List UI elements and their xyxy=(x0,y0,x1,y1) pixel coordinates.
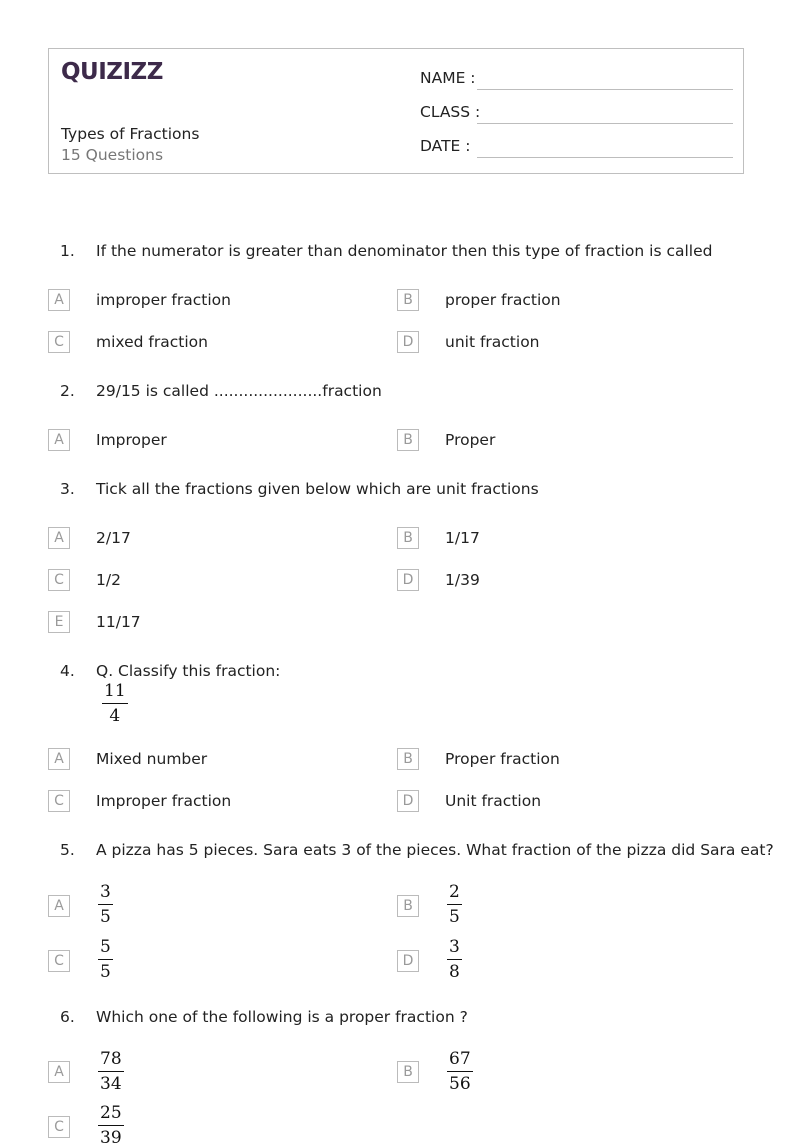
option-fraction xyxy=(98,1104,124,1148)
option-box[interactable]: C xyxy=(48,1116,70,1138)
name-label: NAME : xyxy=(420,69,476,87)
question-fraction xyxy=(102,682,128,726)
question-number: 1. xyxy=(60,242,75,260)
fraction-denominator: 8 xyxy=(449,962,460,982)
question-text: 29/15 is called ......................fraction xyxy=(96,382,382,400)
option-box[interactable]: B xyxy=(397,527,419,549)
class-label: CLASS : xyxy=(420,103,481,121)
option-text: Improper xyxy=(96,431,167,449)
option-text: 11/17 xyxy=(96,613,141,631)
option-box[interactable]: D xyxy=(397,790,419,812)
fraction-numerator: 3 xyxy=(449,937,460,957)
question-text: Q. Classify this fraction: xyxy=(96,662,281,680)
option-box[interactable]: A xyxy=(48,289,70,311)
question-text: Which one of the following is a proper fraction ? xyxy=(96,1008,468,1026)
option-text: Unit fraction xyxy=(445,792,542,810)
fraction-bar xyxy=(98,959,113,960)
fraction-denominator: 5 xyxy=(100,962,111,982)
option-box[interactable]: B xyxy=(397,1061,419,1083)
option-box[interactable]: D xyxy=(397,950,419,972)
question-text: A pizza has 5 pieces. Sara eats 3 of the pieces. What fraction of the pizza did Sara eat? xyxy=(96,841,774,859)
option-box[interactable]: A xyxy=(48,1061,70,1083)
fraction-denominator: 34 xyxy=(100,1074,122,1094)
fraction-numerator: 5 xyxy=(100,937,111,957)
worksheet-title: Types of Fractions xyxy=(61,125,200,143)
option-text: Mixed number xyxy=(96,750,208,768)
option-box[interactable]: A xyxy=(48,748,70,770)
fraction-bar xyxy=(447,959,462,960)
option-box[interactable]: D xyxy=(397,331,419,353)
question-number: 4. xyxy=(60,662,75,680)
fraction-denominator: 5 xyxy=(449,907,460,927)
option-text: 1/39 xyxy=(445,571,480,589)
option-box[interactable]: B xyxy=(397,289,419,311)
date-label: DATE : xyxy=(420,137,471,155)
fraction-numerator: 2 xyxy=(449,882,460,902)
question-text: Tick all the fractions given below which are unit fractions xyxy=(96,480,539,498)
date-line[interactable] xyxy=(477,157,733,158)
worksheet-header xyxy=(48,48,744,174)
option-fraction xyxy=(447,883,462,927)
option-text: improper fraction xyxy=(96,291,231,309)
option-fraction xyxy=(98,1050,124,1094)
option-box[interactable]: B xyxy=(397,895,419,917)
option-fraction xyxy=(98,938,113,982)
option-box[interactable]: B xyxy=(397,429,419,451)
option-text: proper fraction xyxy=(445,291,561,309)
fraction-numerator: 11 xyxy=(104,681,126,701)
option-fraction xyxy=(98,883,113,927)
question-number: 2. xyxy=(60,382,75,400)
fraction-numerator: 67 xyxy=(449,1049,471,1069)
question-number: 3. xyxy=(60,480,75,498)
fraction-bar xyxy=(447,1071,473,1072)
question-count: 15 Questions xyxy=(61,146,164,164)
fraction-numerator: 25 xyxy=(100,1103,122,1123)
option-box[interactable]: A xyxy=(48,895,70,917)
fraction-bar xyxy=(447,904,462,905)
option-text: 1/17 xyxy=(445,529,480,547)
fraction-numerator: 3 xyxy=(100,882,111,902)
fraction-bar xyxy=(102,703,128,704)
option-box[interactable]: D xyxy=(397,569,419,591)
fraction-denominator: 56 xyxy=(449,1074,471,1094)
fraction-denominator: 4 xyxy=(109,706,121,726)
fraction-denominator: 5 xyxy=(100,907,111,927)
option-box[interactable]: A xyxy=(48,527,70,549)
class-line[interactable] xyxy=(477,123,733,124)
option-text: Proper fraction xyxy=(445,750,560,768)
option-box[interactable]: C xyxy=(48,569,70,591)
name-line[interactable] xyxy=(477,89,733,90)
option-box[interactable]: B xyxy=(397,748,419,770)
option-text: unit fraction xyxy=(445,333,540,351)
question-number: 5. xyxy=(60,841,75,859)
fraction-bar xyxy=(98,1125,124,1126)
option-text: mixed fraction xyxy=(96,333,208,351)
question-number: 6. xyxy=(60,1008,75,1026)
quizizz-logo: QUIZIZZ xyxy=(61,59,163,85)
option-box[interactable]: C xyxy=(48,331,70,353)
option-box[interactable]: E xyxy=(48,611,70,633)
fraction-numerator: 78 xyxy=(100,1049,122,1069)
option-box[interactable]: A xyxy=(48,429,70,451)
fraction-denominator: 39 xyxy=(100,1128,122,1148)
option-fraction xyxy=(447,938,462,982)
option-text: 2/17 xyxy=(96,529,131,547)
option-text: Proper xyxy=(445,431,496,449)
option-fraction xyxy=(447,1050,473,1094)
question-text: If the numerator is greater than denominator then this type of fraction is called xyxy=(96,242,713,260)
option-box[interactable]: C xyxy=(48,790,70,812)
fraction-bar xyxy=(98,1071,124,1072)
option-text: 1/2 xyxy=(96,571,121,589)
fraction-bar xyxy=(98,904,113,905)
option-box[interactable]: C xyxy=(48,950,70,972)
option-text: Improper fraction xyxy=(96,792,232,810)
